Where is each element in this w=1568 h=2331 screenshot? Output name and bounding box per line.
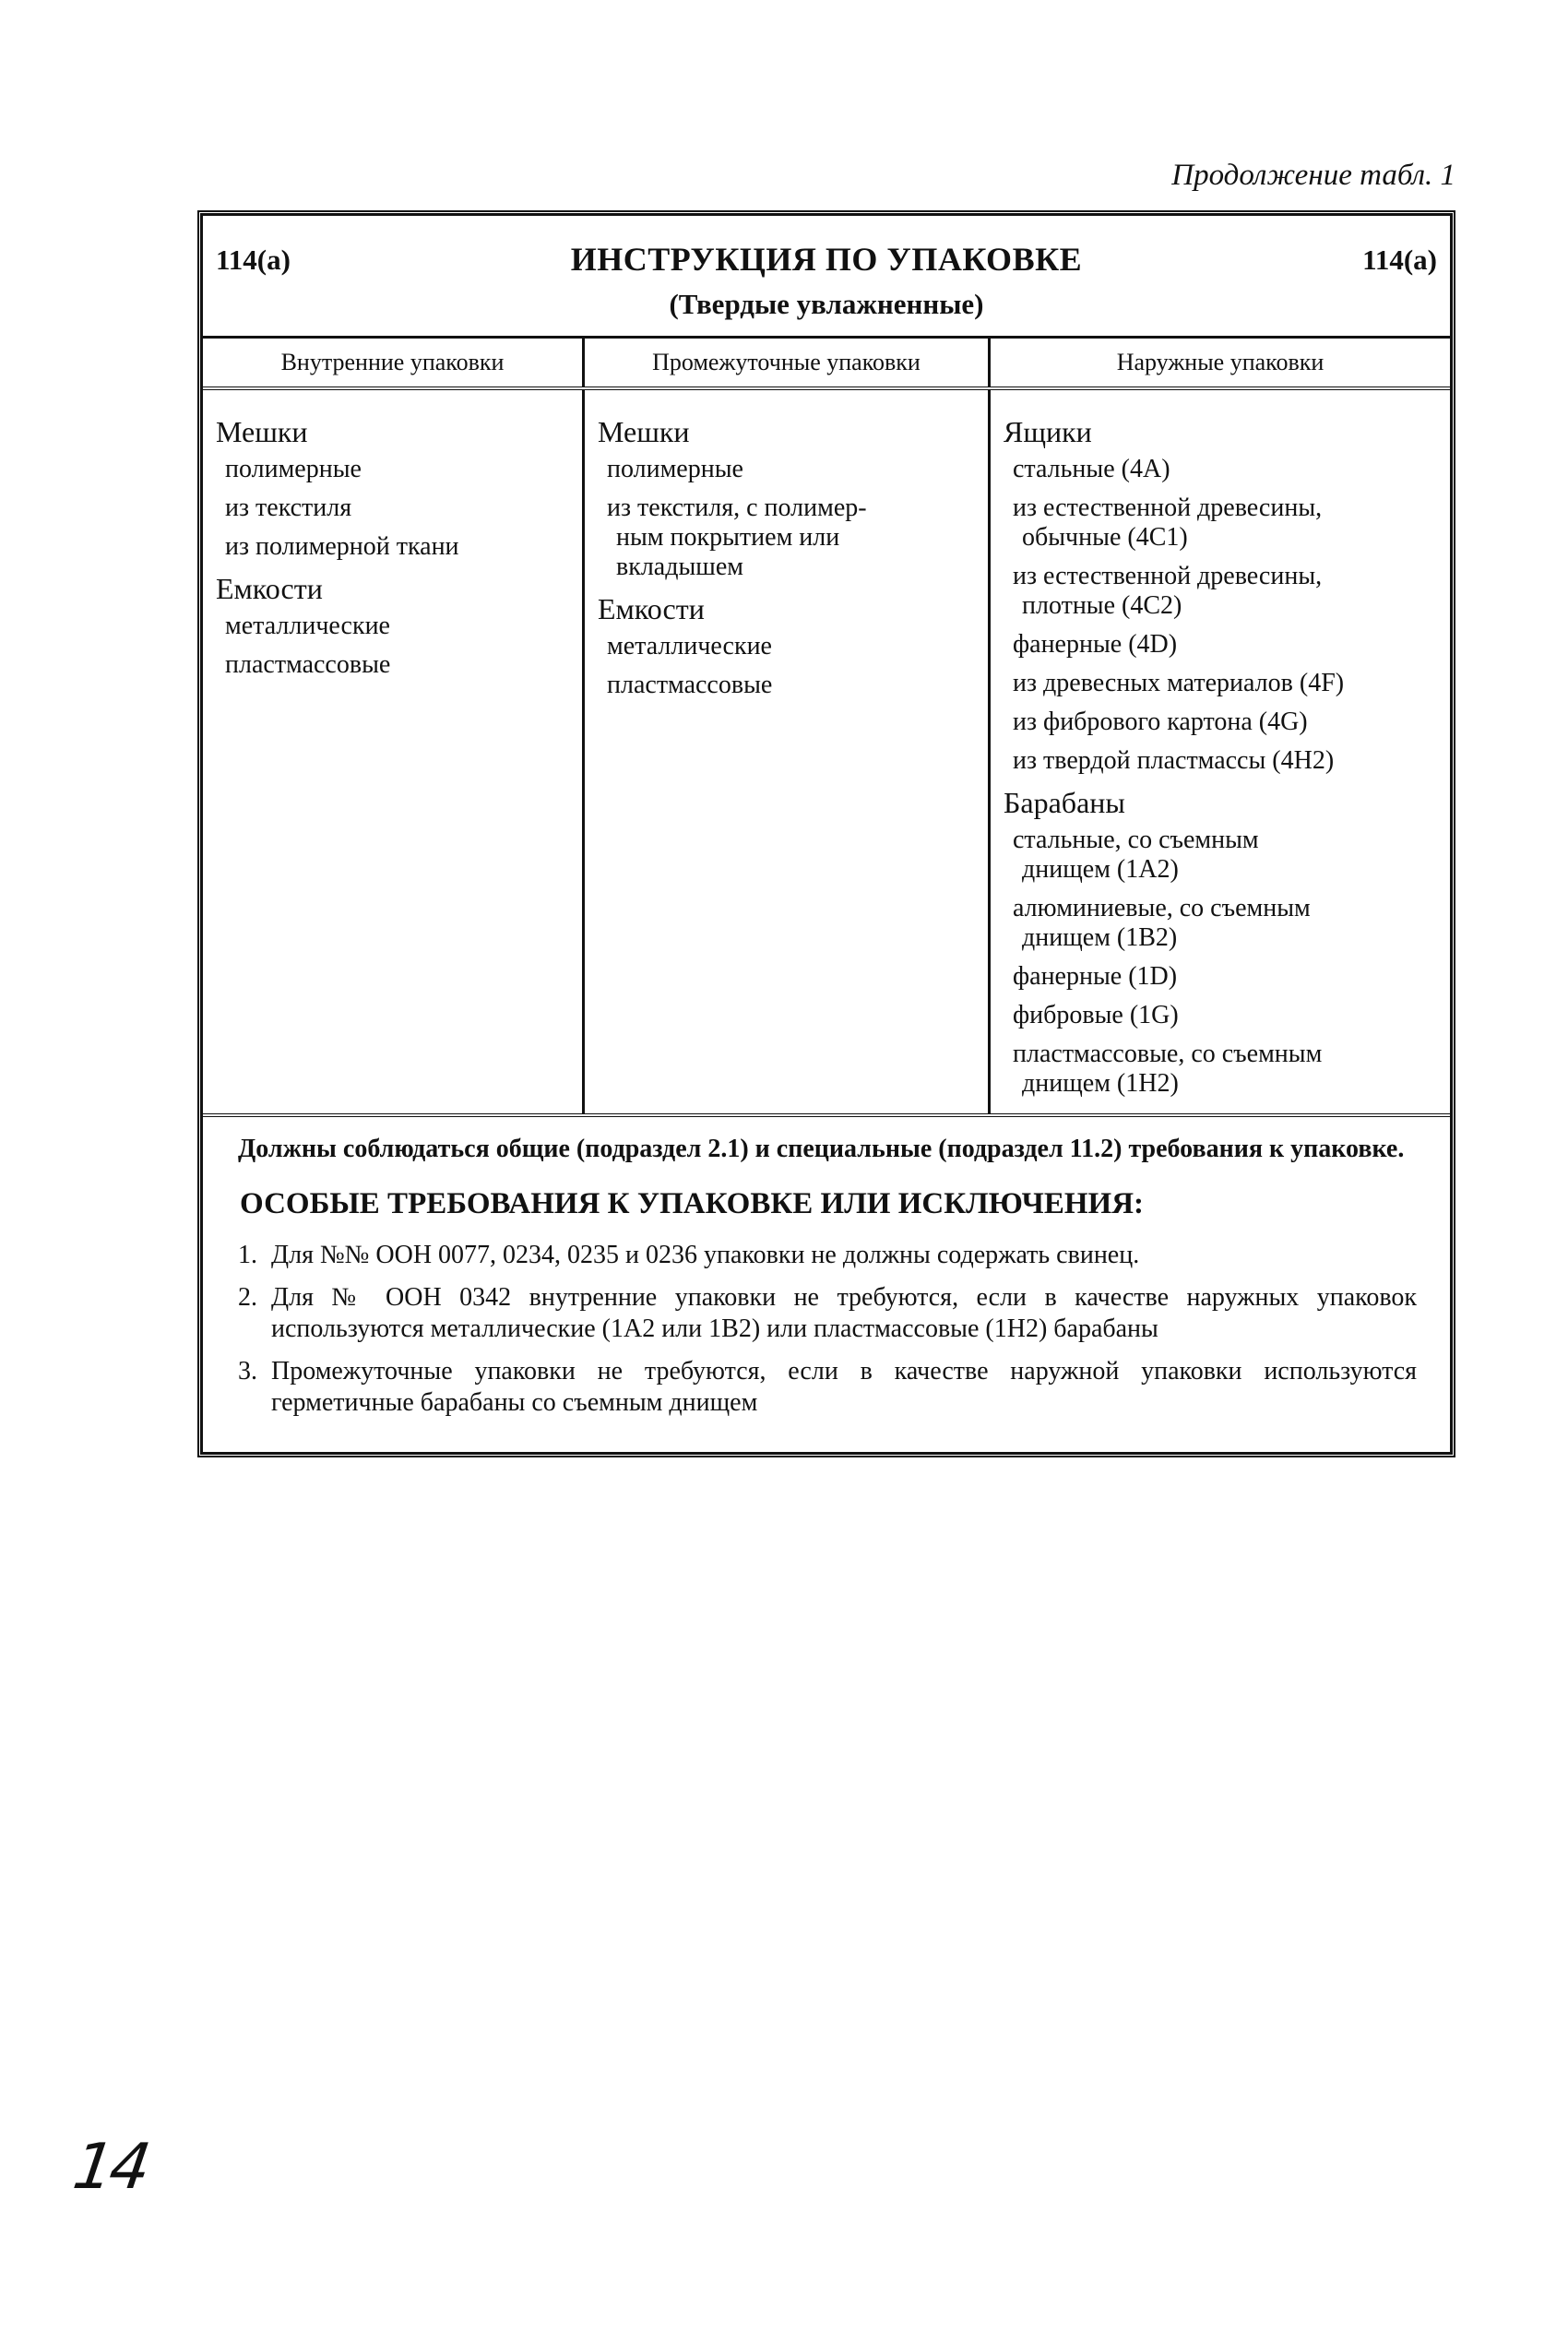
group-heading: Мешки (216, 415, 308, 448)
instruction-code-right: 114(а) (1362, 244, 1437, 276)
note-text: Для №№ ООН 0077, 0234, 0235 и 0236 упаковки не должны содержать свинец. (271, 1241, 1140, 1269)
column-header-outer: Наружные упаковки (1116, 349, 1324, 375)
list-item-continuation: днищем (1А2) (1022, 855, 1179, 884)
list-item: фанерные (4D) (1013, 630, 1178, 659)
column-headers (203, 339, 1450, 390)
packing-instruction-table (197, 210, 1455, 1457)
special-note (238, 1240, 1417, 1271)
table-continuation-label: Продолжение табл. 1 (1171, 159, 1455, 192)
note-number: 2. (238, 1283, 257, 1312)
list-item: пластмассовые (607, 671, 773, 699)
list-item: из твердой пластмассы (4H2) (1013, 746, 1335, 775)
list-item-continuation: ным покрытием или (616, 523, 840, 552)
list-item-continuation: обычные (4C1) (1022, 523, 1188, 552)
list-item: из естественной древесины, (1013, 494, 1323, 522)
packaging-columns (203, 390, 1450, 1117)
list-item: из естественной древесины, (1013, 562, 1323, 590)
note-text: Промежуточные упаковки не требуются, если в качестве наружной упаковки используются герметичные барабаны со съемным днищем (271, 1357, 1417, 1417)
note-number: 1. (238, 1241, 257, 1269)
list-item: металлические (225, 612, 390, 640)
list-item: пластмассовые, со съемным (1013, 1040, 1323, 1068)
instruction-code-left: 114(а) (216, 244, 291, 276)
list-item: полимерные (607, 455, 743, 483)
instruction-title: ИНСТРУКЦИЯ ПО УПАКОВКЕ (570, 241, 1083, 278)
column-header-inner: Внутренние упаковки (203, 339, 585, 387)
list-item: из полимерной ткани (225, 532, 459, 561)
group-heading: Емкости (216, 572, 323, 605)
list-item-continuation: вкладышем (616, 553, 743, 581)
intermediate-packagings-column (585, 390, 991, 1113)
list-item: алюминиевые, со съемным (1013, 894, 1311, 922)
group-heading: Барабаны (1004, 786, 1125, 819)
list-item: металлические (607, 632, 772, 660)
list-item: из древесных материалов (4F) (1013, 669, 1345, 697)
list-item: стальные (4А) (1013, 455, 1170, 483)
list-item: из текстиля (225, 494, 352, 522)
list-item: фанерные (1D) (1013, 962, 1178, 991)
list-item: из текстиля, с полимер- (607, 494, 867, 522)
requirements-section (203, 1117, 1450, 1452)
list-item: пластмассовые (225, 650, 391, 679)
list-item-continuation: днищем (1Н2) (1022, 1069, 1179, 1098)
note-text: Для № ООН 0342 внутренние упаковки не требуются, если в качестве наружных упаковок используются металлические (1А2 или 1В2) или пластмассовые (1Н2) барабаны (271, 1283, 1417, 1343)
list-item-continuation: плотные (4C2) (1022, 591, 1182, 620)
page-number: 14 (68, 2131, 152, 2204)
group-heading: Мешки (598, 415, 690, 448)
instruction-subtitle: (Твердые увлажненные) (669, 288, 984, 320)
list-item: из фибрового картона (4G) (1013, 708, 1308, 736)
list-item: фибровые (1G) (1013, 1001, 1179, 1029)
outer-packagings-column (991, 390, 1450, 1113)
list-item-continuation: днищем (1В2) (1022, 923, 1178, 952)
group-heading: Емкости (598, 592, 705, 625)
note-number: 3. (238, 1357, 257, 1386)
inner-packagings-column (203, 390, 585, 1113)
list-item: полимерные (225, 455, 362, 483)
table-header (203, 216, 1450, 339)
general-requirements: Должны соблюдаться общие (подраздел 2.1) и специальные (подраздел 11.2) требования к упаковке. (238, 1135, 1405, 1163)
special-note (238, 1282, 1417, 1345)
group-heading: Ящики (1004, 415, 1092, 448)
special-note (238, 1356, 1417, 1419)
list-item: стальные, со съемным (1013, 826, 1259, 854)
special-requirements-heading: ОСОБЫЕ ТРЕБОВАНИЯ К УПАКОВКЕ ИЛИ ИСКЛЮЧЕНИЯ: (240, 1187, 1145, 1220)
column-header-intermediate: Промежуточные упаковки (585, 339, 991, 387)
